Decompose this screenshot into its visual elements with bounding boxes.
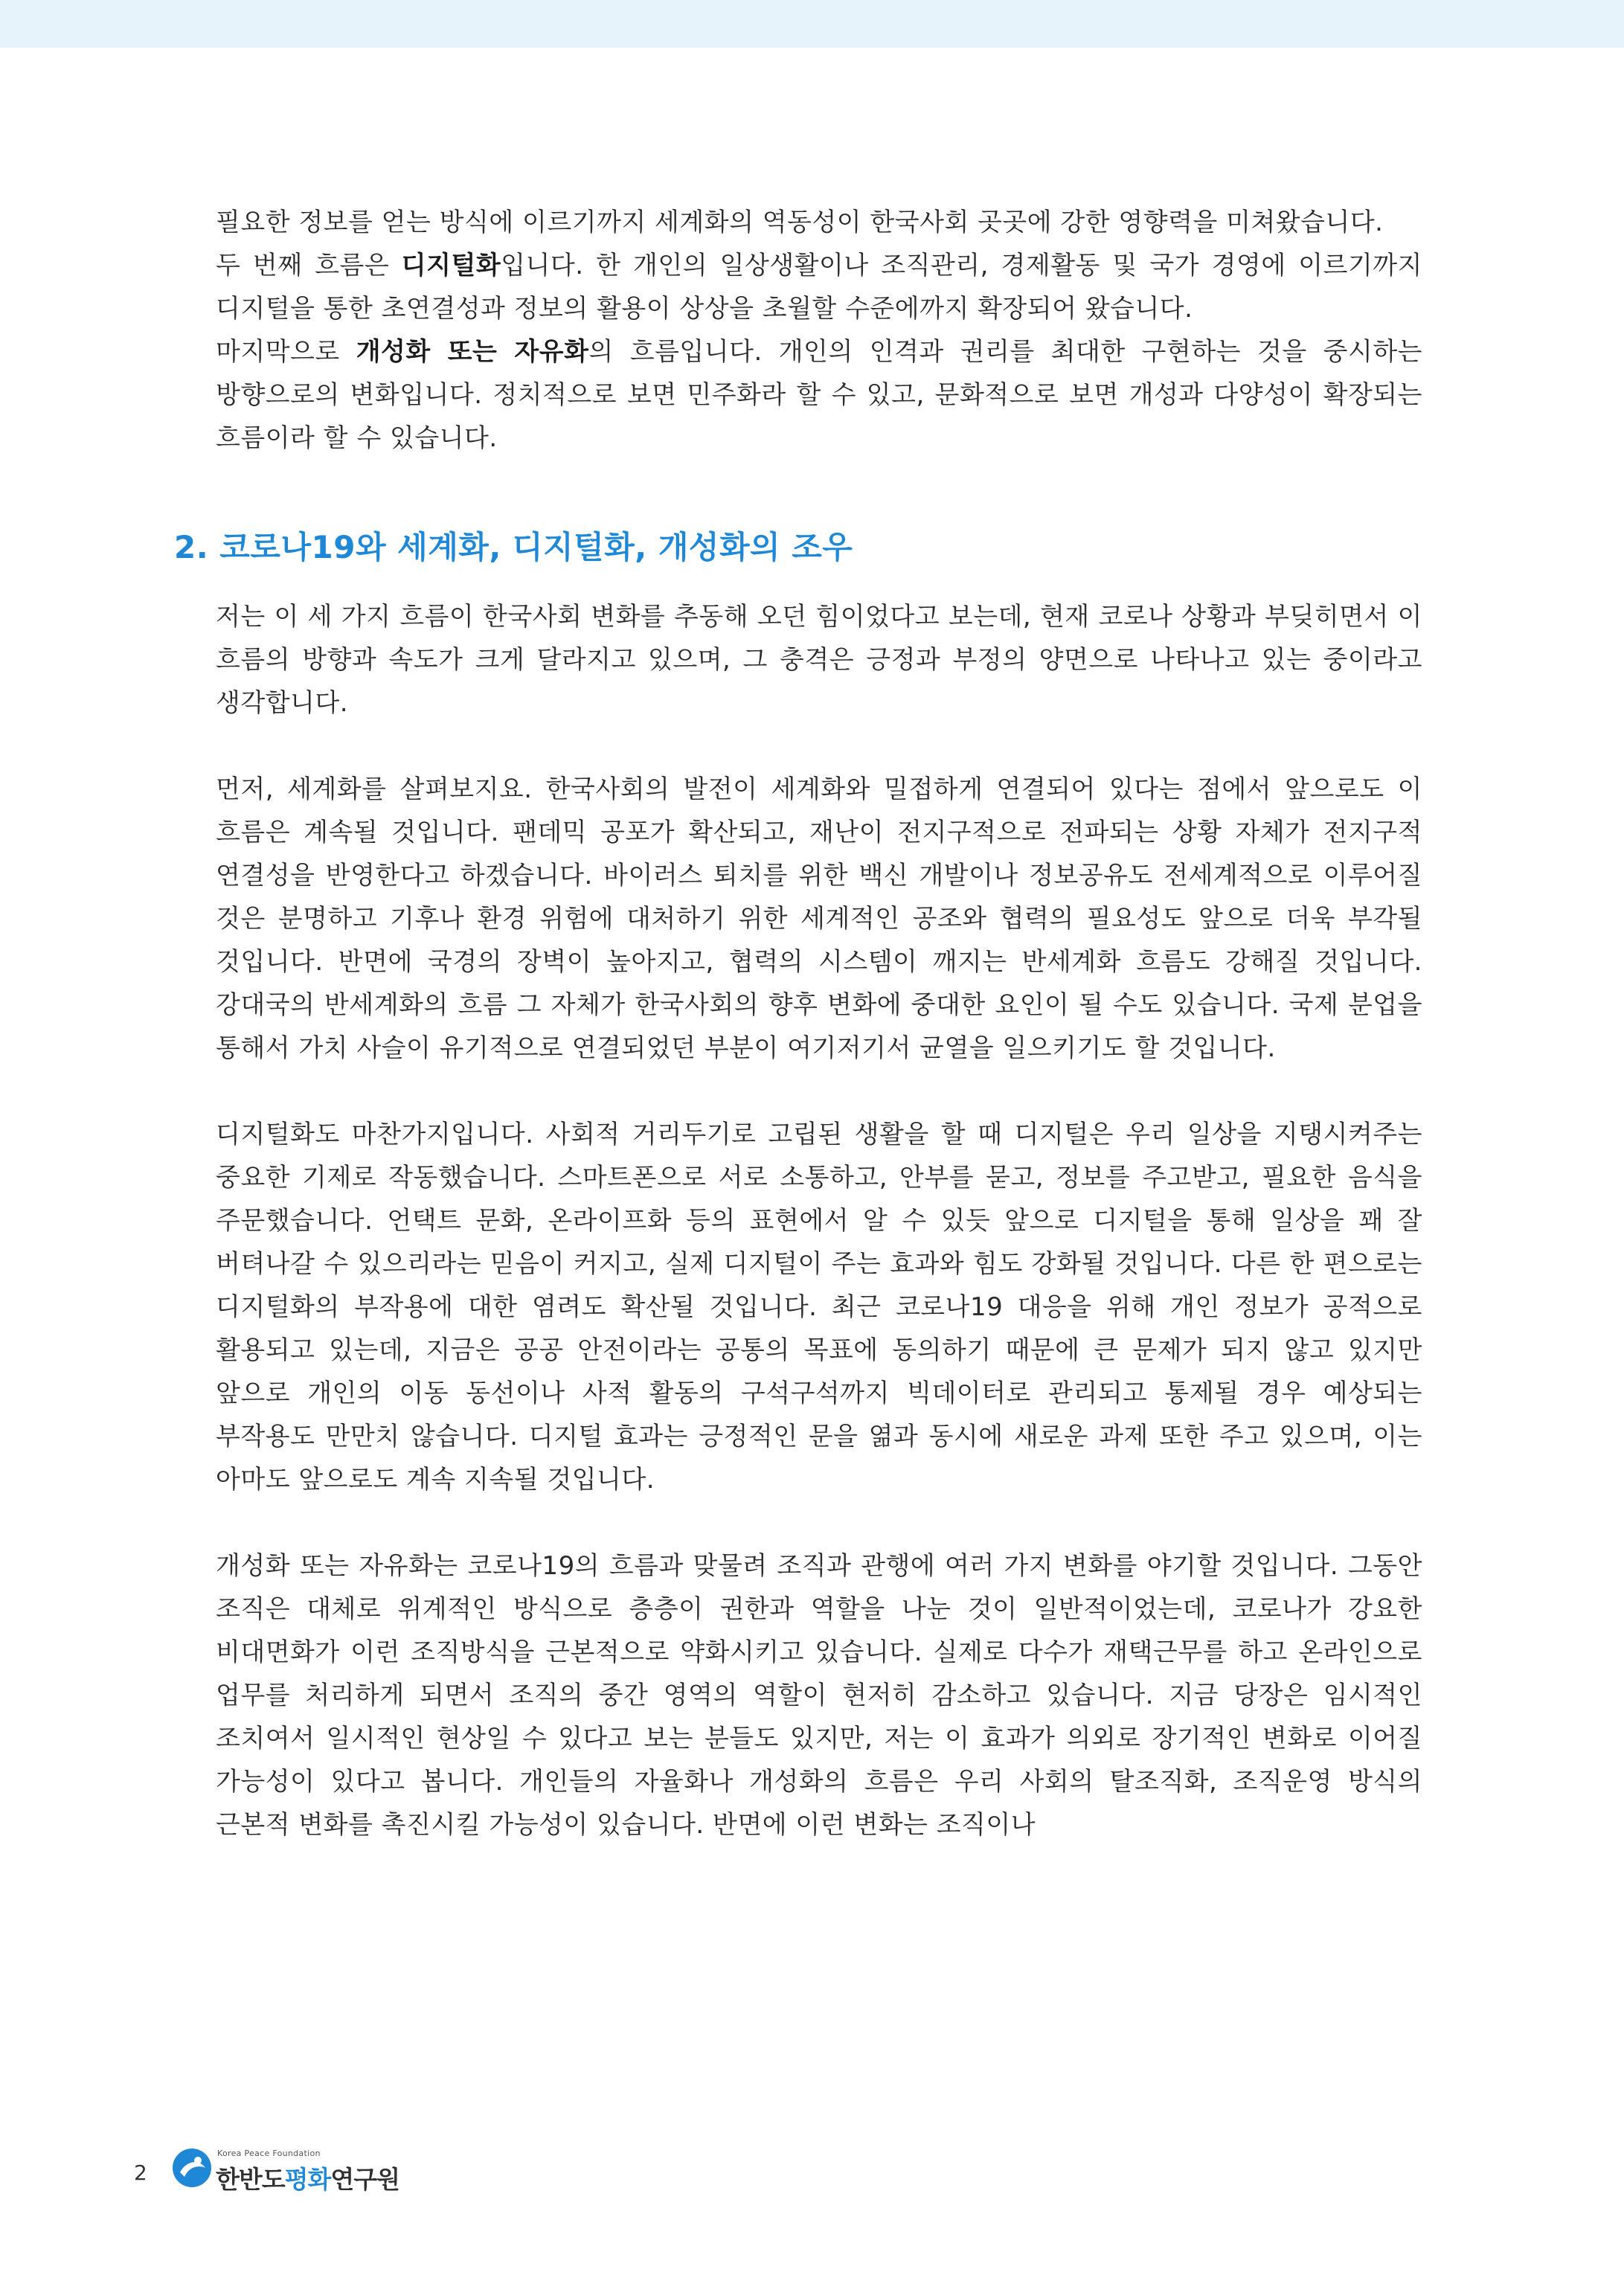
intro-paragraph-2-lead: 두 번째 흐름은 [216, 251, 402, 280]
page-content [174, 201, 1423, 1846]
logo-name-part-3: 연구원 [330, 2165, 400, 2194]
intro-paragraph-3-rest: 의 흐름입니다. 개인의 인격과 권리를 최대한 구현하는 것을 중시하는 방향으로의 변화입니다. 정치적으로 보면 민주화라 할 수 있고, 문화적으로 보면 개성과 다양성이 확장되는 흐름이라 할 수 있습니다. [216, 337, 1423, 453]
keyword-individualization: 개성화 또는 자유화 [356, 337, 589, 367]
foundation-logo-icon [170, 2146, 214, 2190]
paragraph-gap [216, 1070, 1422, 1113]
body-paragraph: 먼저, 세계화를 살펴보지요. 한국사회의 발전이 세계화와 밀접하게 연결되어 있다는 점에서 앞으로도 이 흐름은 계속될 것입니다. 팬데믹 공포가 확산되고, 재난이 전지구적으로 전파되는 상황 자체가 전지구적 연결성을 반영한다고 하겠습니다. 바이러스 퇴치를 위한 백신 개발이나 정보공유도 전세계적으로 이루어질 것은 분명하고 기후나 환경 위험에 대처하기 위한 세계적인 공조와 협력의 필요성도 앞으로 더욱 부각될 것입니다. 반면에 국경의 장벽이 높아지고, 협력의 시스템이 깨지는 반세계화 흐름도 강해질 것입니다. 강대국의 반세계화의 흐름 그 자체가 한국사회의 향후 변화에 중대한 요인이 될 수도 있습니다. 국제 분업을 통해서 가치 사슬이 유기적으로 연결되었던 부분이 여기저기서 균열을 일으키기도 할 것입니다. [216, 774, 1422, 1063]
intro-paragraph-3-lead: 마지막으로 [216, 337, 356, 367]
logo-name-part-1: 한반도 [216, 2165, 285, 2194]
intro-paragraph-3 [216, 330, 1422, 460]
page-number: 2 [134, 2160, 147, 2185]
logo-english-name: Korea Peace Foundation [217, 2149, 321, 2158]
section-heading: 2. 코로나19와 세계화, 디지털화, 개성화의 조우 [174, 529, 853, 565]
top-band [0, 0, 1624, 48]
keyword-digitalization: 디지털화 [401, 251, 501, 280]
section-gap [216, 460, 1422, 525]
intro-paragraph-2-rest: 입니다. 한 개인의 일상생활이나 조직관리, 경제활동 및 국가 경영에 이르기까지 디지털을 통한 초연결성과 정보의 활용이 상상을 초월할 수준에까지 확장되어 왔습니다. [216, 251, 1422, 324]
page-footer [134, 2143, 506, 2202]
logo-name-part-2: 평화 [284, 2165, 331, 2194]
body-paragraph: 디지털화도 마찬가지입니다. 사회적 거리두기로 고립된 생활을 할 때 디지털은 우리 일상을 지탱시켜주는 중요한 기제로 작동했습니다. 스마트폰으로 서로 소통하고, 안부를 묻고, 정보를 주고받고, 필요한 음식을 주문했습니다. 언택트 문화, 온라이프화 등의 표현에서 알 수 있듯 앞으로 디지털을 통해 일상을 꽤 잘 버텨나갈 수 있으리라는 믿음이 커지고, 실제 디지털이 주는 효과와 힘도 강화될 것입니다. 다른 한 편으로는 디지털화의 부작용에 대한 염려도 확산될 것입니다. 최근 코로나19 대응을 위해 개인 정보가 공적으로 활용되고 있는데, 지금은 공공 안전이라는 공통의 목표에 동의하기 때문에 큰 문제가 되지 않고 있지만 앞으로 개인의 이동 동선이나 사적 활동의 구석구석까지 빅데이터로 관리되고 통제될 경우 예상되는 부작용도 만만치 않습니다. 디지털 효과는 긍정적인 문을 엶과 동시에 새로운 과제 또한 주고 있으며, 이는 아마도 앞으로도 계속 지속될 것입니다. [216, 1120, 1422, 1495]
body-paragraph: 개성화 또는 자유화는 코로나19의 흐름과 맞물려 조직과 관행에 여러 가지 변화를 야기할 것입니다. 그동안 조직은 대체로 위계적인 방식으로 층층이 권한과 역할을 나눈 것이 일반적이었는데, 코로나가 강요한 비대면화가 이런 조직방식을 근본적으로 약화시키고 있습니다. 실제로 다수가 재택근무를 하고 온라인으로 업무를 처리하게 되면서 조직의 중간 영역의 역할이 현저히 감소하고 있습니다. 지금 당장은 임시적인 조치여서 일시적인 현상일 수 있다고 보는 분들도 있지만, 저는 이 효과가 의외로 장기적인 변화로 이어질 가능성이 있다고 봅니다. 개인들의 자율화나 개성화의 흐름은 우리 사회의 탈조직화, 조직운영 방식의 근본적 변화를 촉진시킬 가능성이 있습니다. 반면에 이런 변화는 조직이나 [216, 1551, 1422, 1840]
intro-paragraph-1: 필요한 정보를 얻는 방식에 이르기까지 세계화의 역동성이 한국사회 곳곳에 강한 영향력을 미쳐왔습니다. [216, 208, 1384, 237]
paragraph-gap [216, 725, 1422, 768]
body-paragraph: 저는 이 세 가지 흐름이 한국사회 변화를 추동해 오던 힘이었다고 보는데, 현재 코로나 상황과 부딪히면서 이 흐름의 방향과 속도가 크게 달라지고 있으며, 그 충격은 긍정과 부정의 양면으로 나타나고 있는 중이라고 생각합니다. [216, 602, 1422, 718]
intro-paragraph-2 [216, 244, 1422, 330]
logo-name [216, 2160, 399, 2195]
paragraph-gap [216, 1501, 1422, 1544]
